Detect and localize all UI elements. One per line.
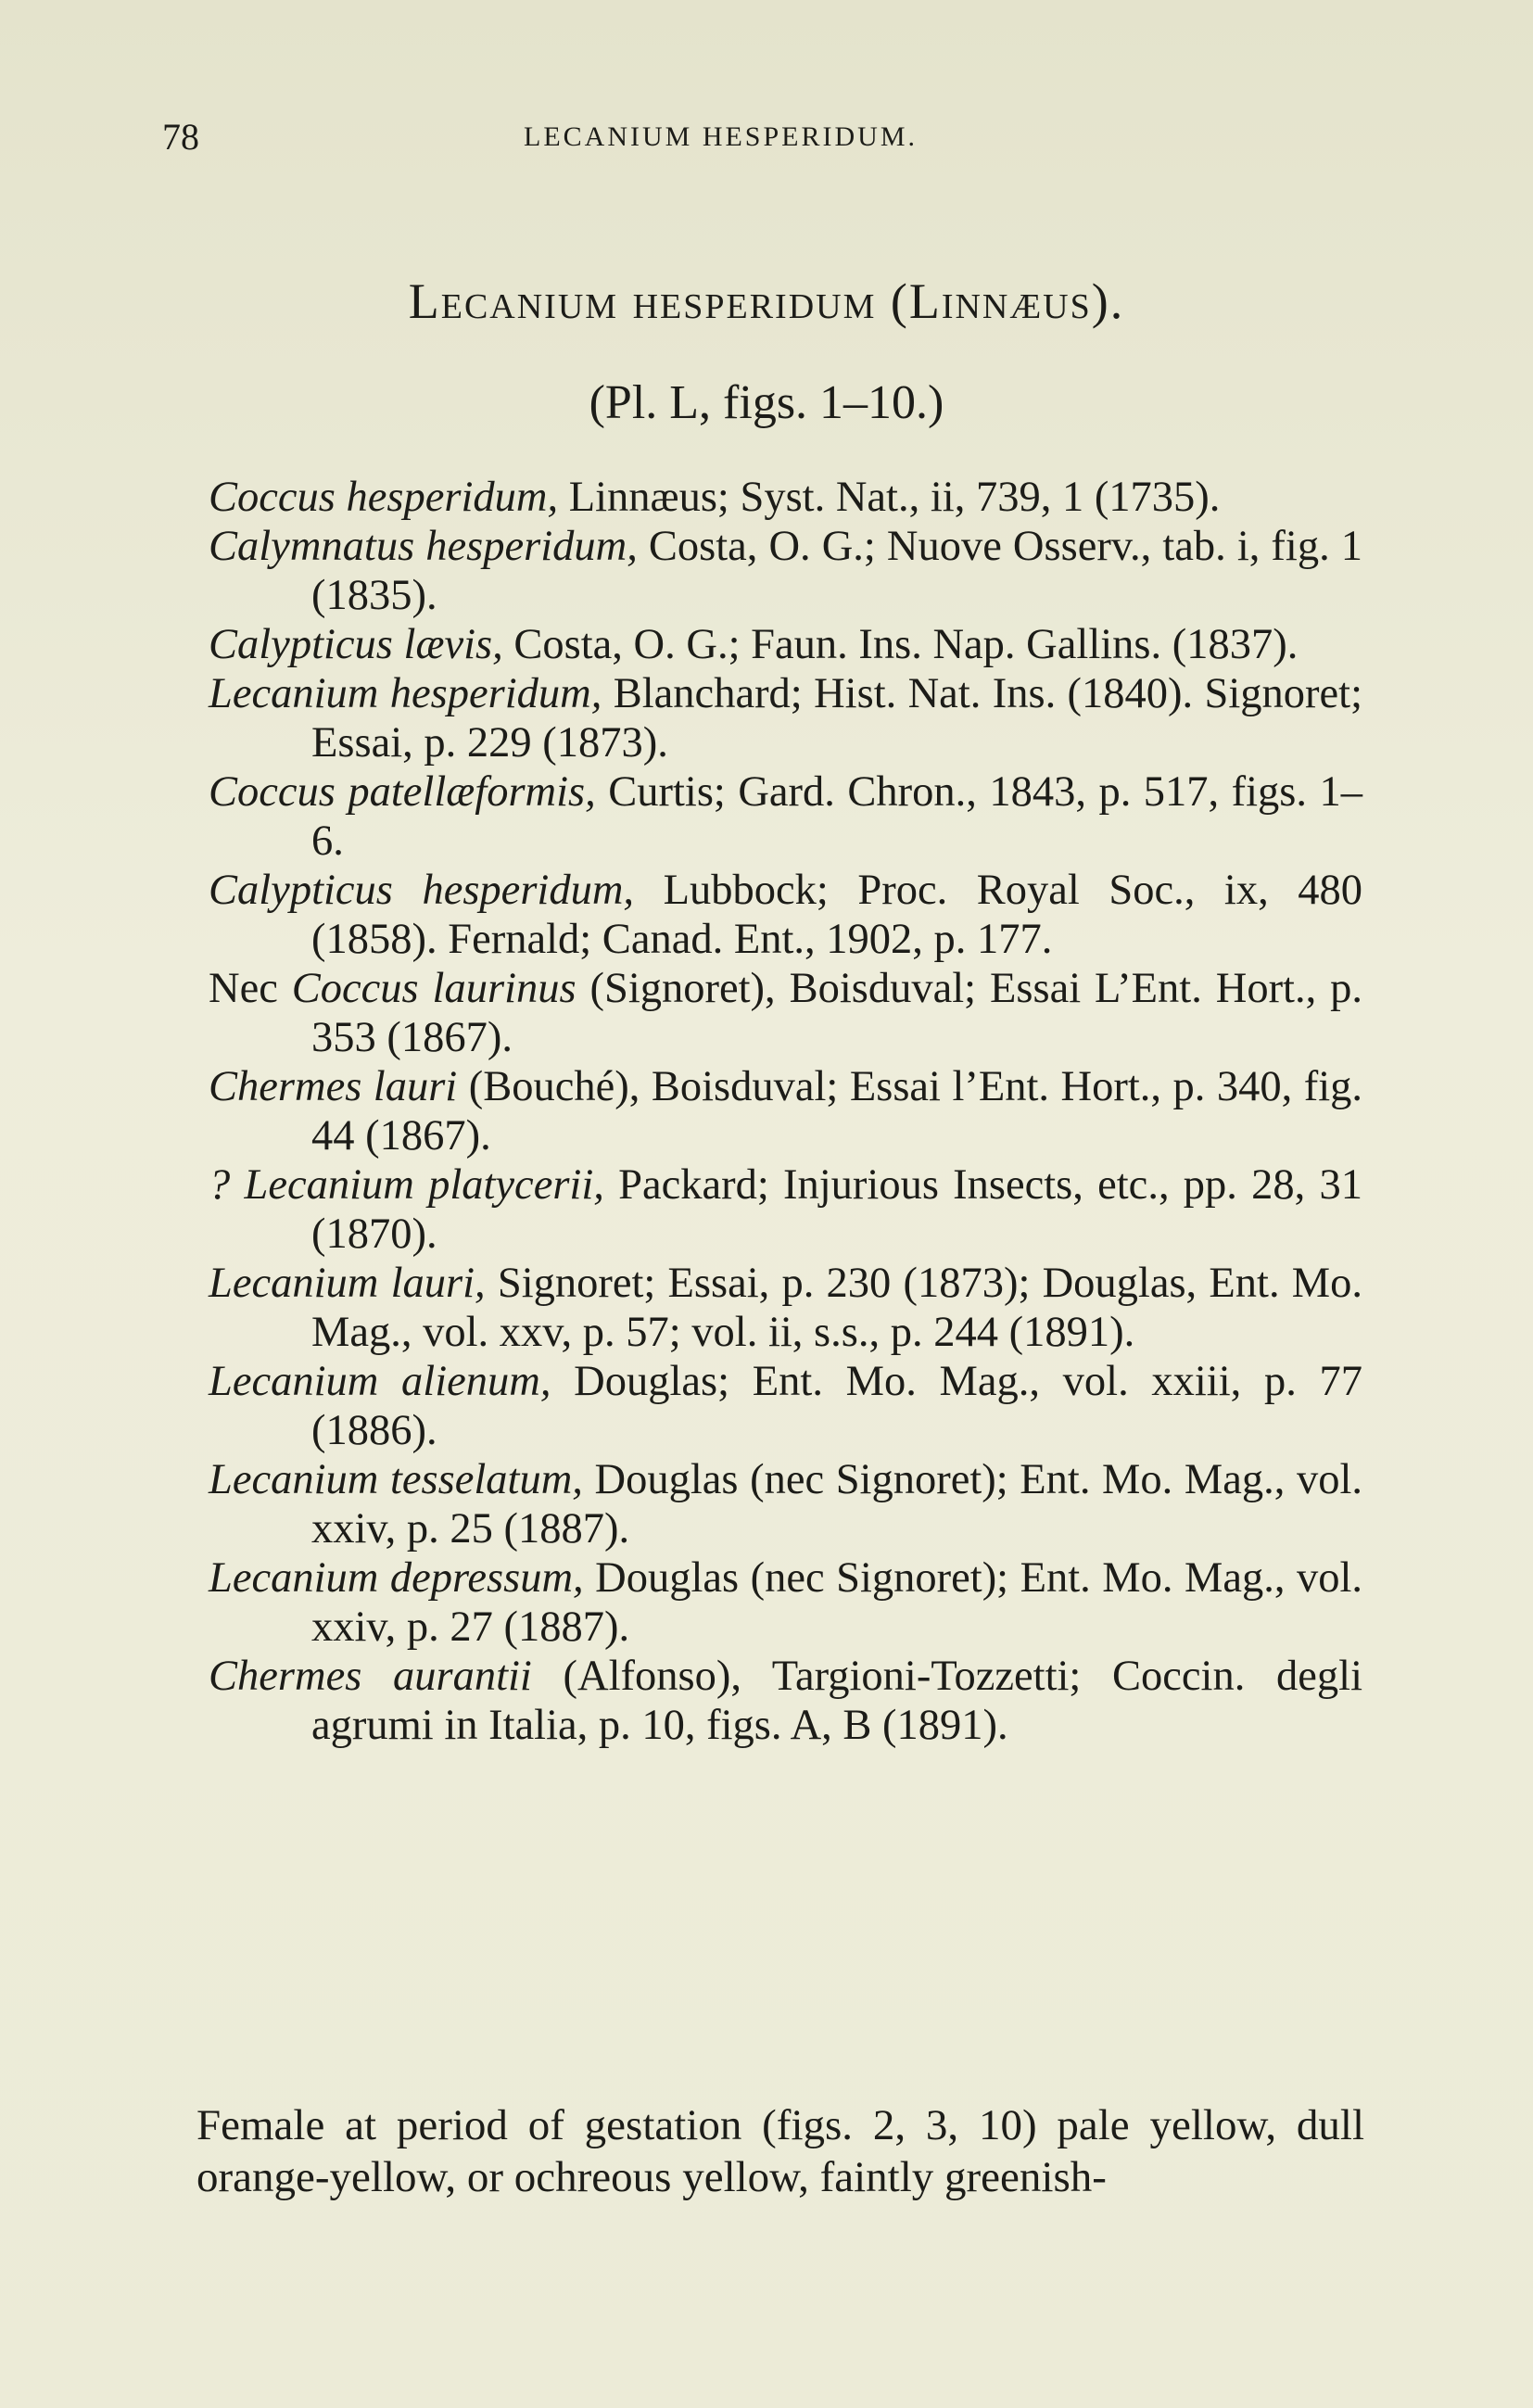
synonymy-entry	[209, 1455, 1362, 1553]
citation-text: Douglas (nec Signoret); Ent. Mo. Mag., vol. xxiv, p. 27 (1887).	[311, 1554, 1362, 1651]
citation-text: (Bouché), Boisduval; Essai l’Ent. Hort., p. 340, fig. 44 (1867).	[311, 1063, 1362, 1160]
taxon-name: Calymnatus hesperidum,	[209, 523, 638, 570]
synonymy-entry	[209, 522, 1362, 620]
citation-text: Costa, O. G.; Nuove Osserv., tab. i, fig. 1 (1835).	[311, 523, 1363, 619]
synonymy-entry	[209, 620, 1362, 669]
taxon-name: Lecanium alienum,	[209, 1358, 551, 1405]
running-title: LECANIUM HESPERIDUM.	[524, 121, 919, 152]
synonymy-entry	[209, 1062, 1362, 1160]
citation-text: Lubbock; Proc. Royal Soc., ix, 480 (1858). Fernald; Canad. Ent., 1902, p. 177.	[311, 867, 1362, 963]
synonymy-prefix: Nec	[209, 965, 292, 1012]
citation-text: Packard; Injurious Insects, etc., pp. 28, 31 (1870).	[311, 1161, 1362, 1258]
taxon-name: Coccus laurinus	[291, 965, 576, 1012]
synonymy-entry	[209, 964, 1362, 1062]
synonymy-entry	[209, 1553, 1362, 1652]
synonymy-entry	[209, 866, 1362, 964]
citation-text: Douglas (nec Signoret); Ent. Mo. Mag., vol. xxiv, p. 25 (1887).	[311, 1456, 1362, 1553]
taxon-name: Coccus patellæformis,	[209, 768, 596, 816]
synonymy-entry	[209, 1160, 1362, 1259]
taxon-name: Chermes lauri	[209, 1063, 458, 1110]
description-paragraph: Female at period of gestation (figs. 2, 3, 10) pale yellow, dull orange-yellow, or ochreous yellow, faintly greenish-	[196, 2101, 1364, 2201]
citation-text: Linnæus; Syst. Nat., ii, 739, 1 (1735).	[558, 474, 1221, 521]
taxon-name: Lecanium tesselatum,	[209, 1456, 583, 1503]
running-head	[0, 109, 1533, 165]
page-number: 78	[162, 116, 199, 158]
synonymy-list	[209, 473, 1362, 1750]
citation-text: (Alfonso), Targioni-Tozzetti; Coccin. degli agrumi in Italia, p. 10, figs. A, B (1891).	[311, 1653, 1362, 1749]
citation-text: Costa, O. G.; Faun. Ins. Nap. Gallins. (1837).	[502, 621, 1299, 668]
synonymy-entry	[209, 1652, 1362, 1750]
taxon-name: Chermes aurantii	[209, 1653, 532, 1700]
taxon-name: Coccus hesperidum,	[209, 474, 559, 521]
taxon-name: Lecanium hesperidum,	[209, 670, 602, 717]
synonymy-entry	[209, 473, 1362, 522]
citation-text: (Signoret), Boisduval; Essai L’Ent. Hort., p. 353 (1867).	[311, 965, 1363, 1061]
citation-text: Douglas; Ent. Mo. Mag., vol. xxiii, p. 77 (1886).	[311, 1358, 1362, 1454]
taxon-name: Lecanium lauri,	[209, 1260, 486, 1307]
citation-text: Blanchard; Hist. Nat. Ins. (1840). Signoret; Essai, p. 229 (1873).	[311, 670, 1363, 767]
synonymy-entry	[209, 1259, 1362, 1357]
synonymy-entry	[209, 669, 1362, 767]
taxon-name: ? Lecanium platycerii,	[209, 1161, 604, 1209]
synonymy-entry	[209, 1357, 1362, 1455]
citation-text: Signoret; Essai, p. 230 (1873); Douglas, Ent. Mo. Mag., vol. xxv, p. 57; vol. ii, s.s., p. 244 (1891).	[311, 1260, 1362, 1356]
plate-reference: (Pl. L, figs. 1–10.)	[589, 376, 944, 429]
taxon-name: Calypticus hesperidum,	[209, 867, 635, 914]
taxon-name: Calypticus lævis,	[209, 621, 503, 668]
taxon-name: Lecanium depressum,	[209, 1554, 584, 1602]
citation-text: Curtis; Gard. Chron., 1843, p. 517, figs. 1–6.	[311, 768, 1362, 865]
species-heading: Lecanium hesperidum (Linnæus).	[408, 273, 1125, 329]
synonymy-entry	[209, 767, 1362, 866]
